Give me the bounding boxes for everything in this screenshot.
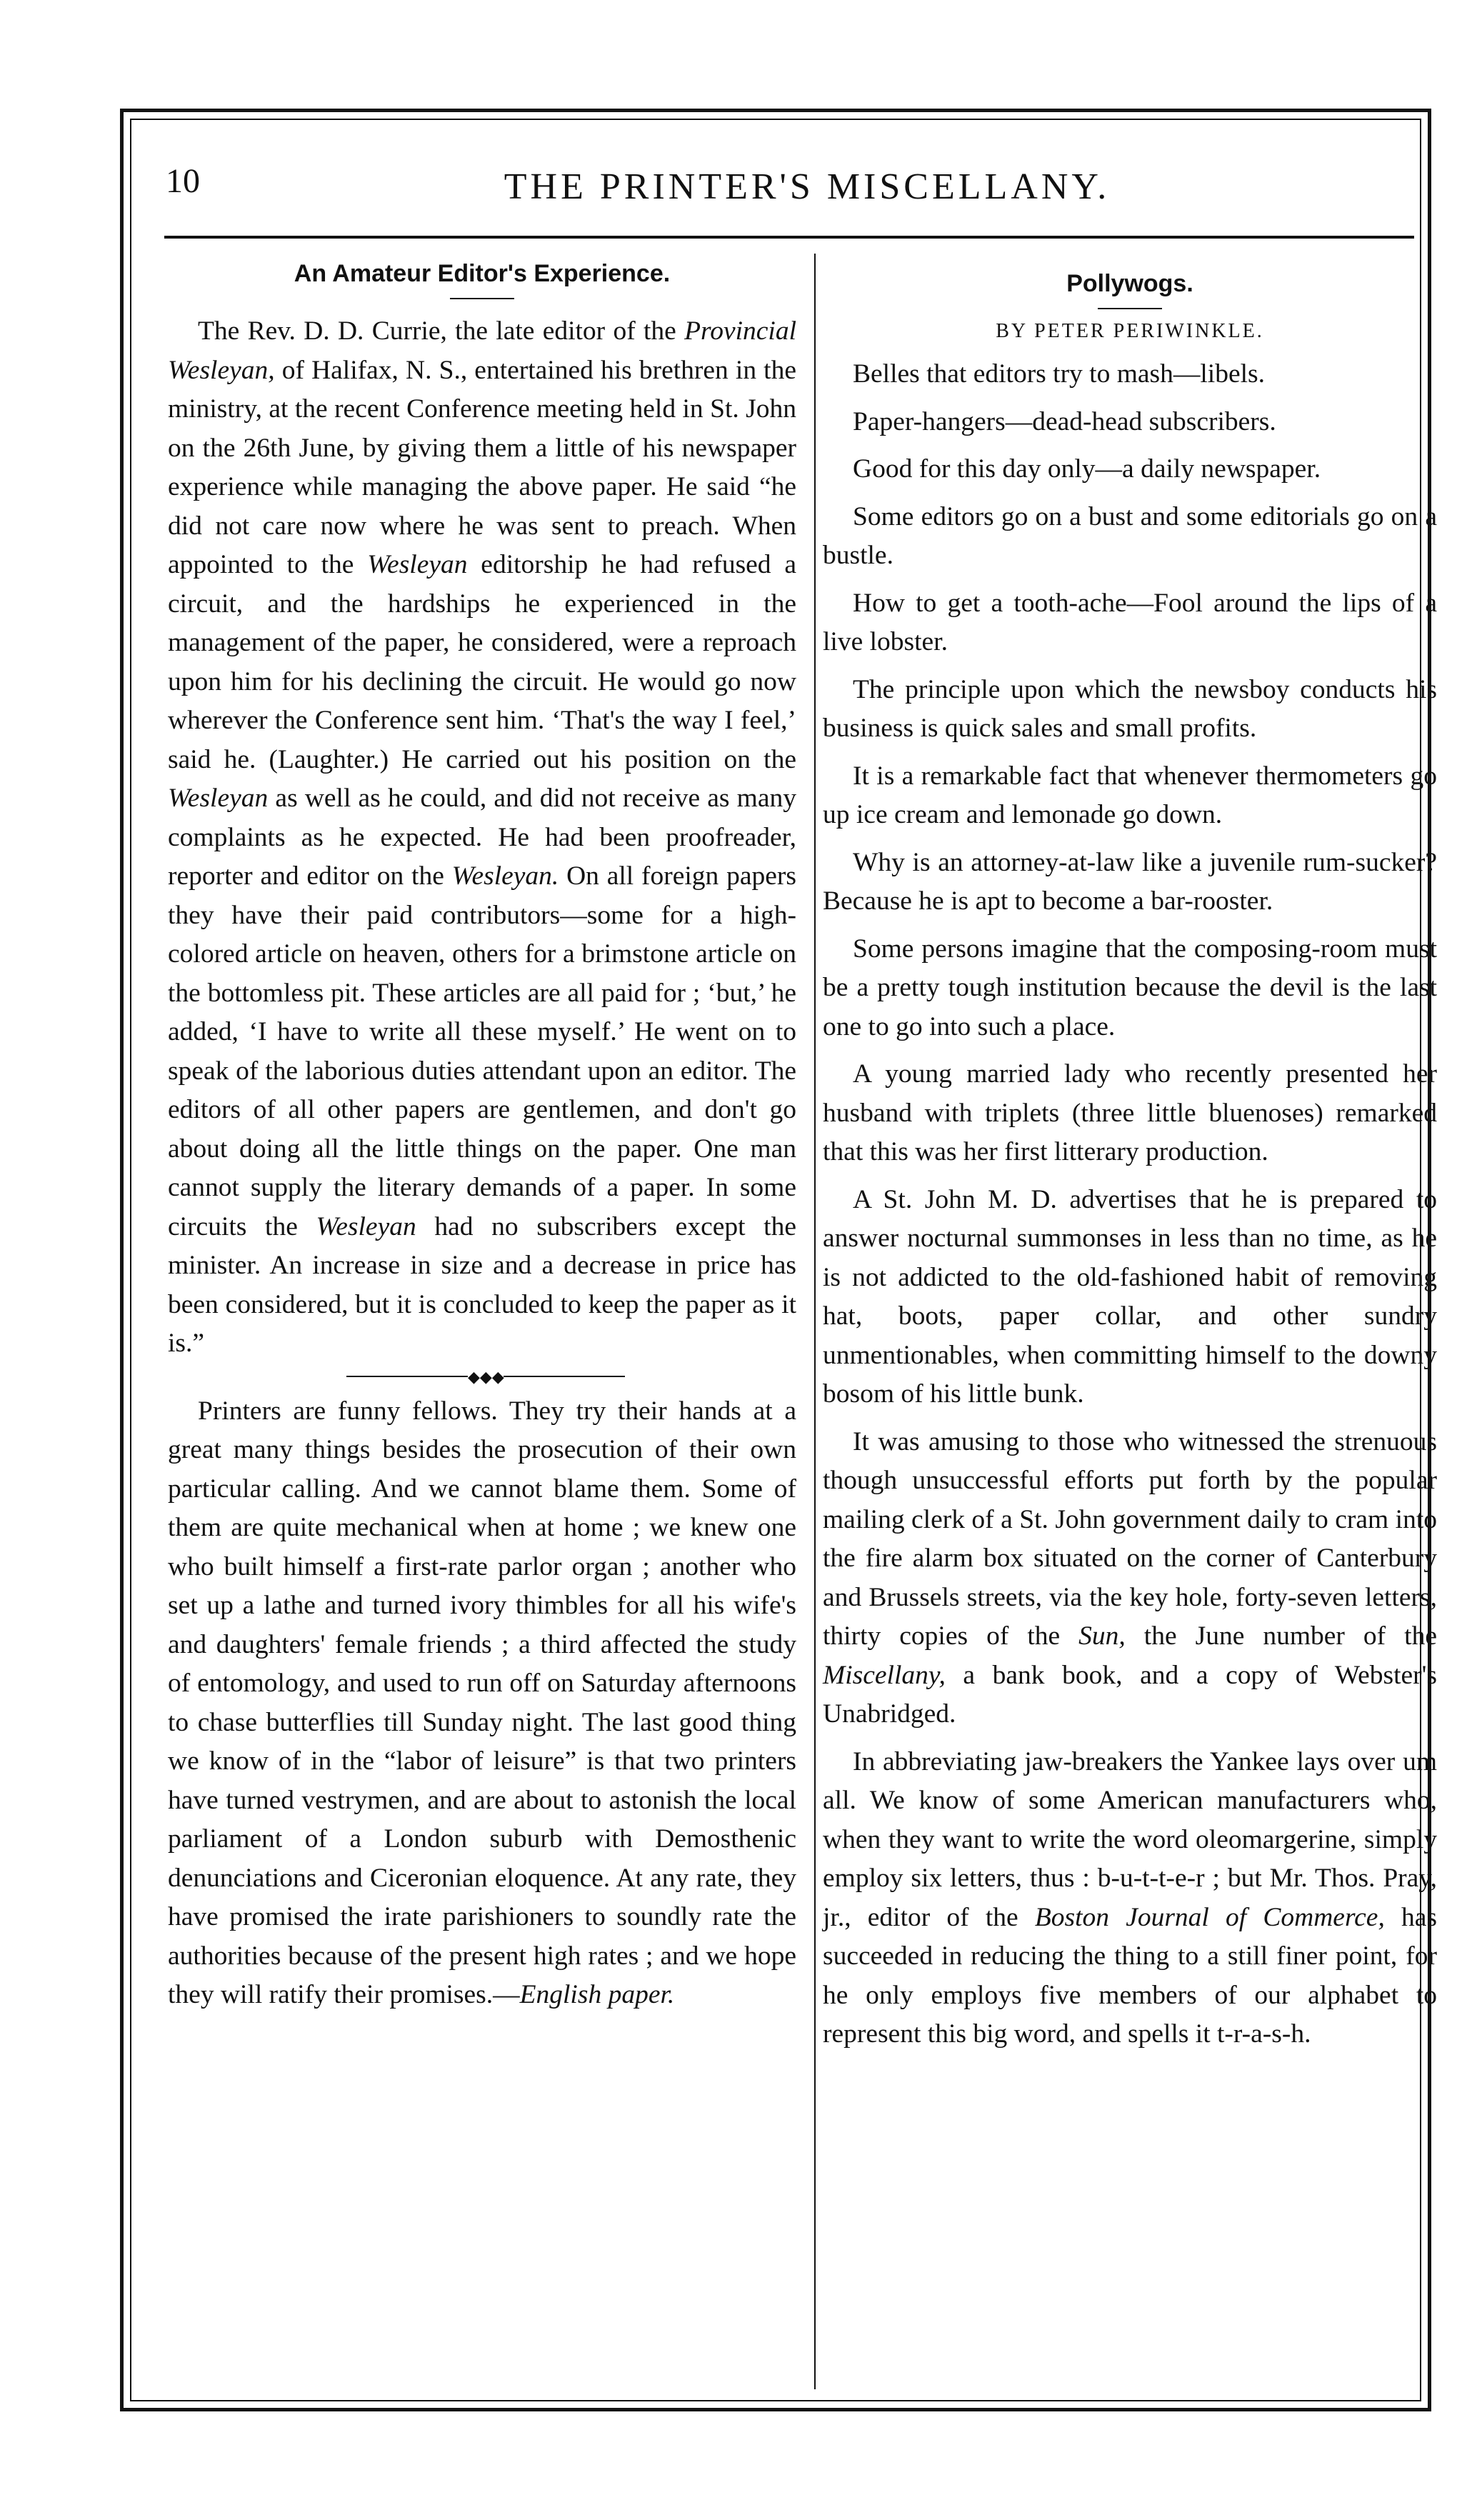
byline: BY PETER PERIWINKLE. xyxy=(996,320,1264,342)
ornament-diamond-icon: ◆◆◆ xyxy=(468,1367,504,1386)
list-item: Some persons imagine that the composing-room must be a pretty tough institution because the devil is the last one to go into such a place. xyxy=(823,934,1437,1041)
ornament-bar-right xyxy=(504,1376,625,1377)
headline-rule xyxy=(1098,308,1162,309)
list-item: The principle upon which the newsboy conducts his business is quick sales and small profits. xyxy=(823,674,1437,743)
text-run: The Rev. D. D. Currie, the late editor of the xyxy=(198,316,685,346)
text-run: as well as he could, and did not receive as many complaints as he expected. He had been proofreader, reporter and editor on the xyxy=(168,784,796,891)
list-item xyxy=(823,1423,1437,1734)
list-item xyxy=(823,1743,1437,2054)
headline-rule xyxy=(450,298,514,299)
column-divider xyxy=(814,254,816,2389)
article-paragraph xyxy=(168,312,796,1364)
list-item: How to get a tooth-ache—Fool around the lips of a live lobster. xyxy=(823,588,1437,656)
text-run: editorship he had refused a circuit, and the hardships he experienced in the management of the paper, he considered, were a reproach upon him for his declining the circuit. He would go now wherever the Conference sent him. ‘That's the way I feel,’ said he. (Laughter.) He carried out his position on the xyxy=(168,550,796,774)
page-number: 10 xyxy=(166,162,200,200)
text-run: On all foreign papers they have their paid contributors—some for a high-colored article on heaven, others for a brimstone article on the bottomless pit. These articles are all paid for ; ‘but,’ he added, ‘I have to write all these myself.’ He went on to speak of the laborious duties attendant upon an editor. The editors of all other papers are gentlemen, and don't go about doing all the little things on the paper. One man cannot supply the literary demands of a paper. In some circuits the xyxy=(168,861,796,1241)
italic-run: Wesleyan xyxy=(168,784,269,813)
left-column xyxy=(168,254,796,2015)
header-rule xyxy=(164,236,1414,239)
italic-run: Miscellany, xyxy=(823,1660,946,1690)
text-run: has succeeded in reducing the thing to a still finer point, for he only employs five members of our alphabet to represent this big word, and spells it t-r-a-s-h. xyxy=(823,1902,1437,2049)
italic-run: Boston Journal of Commerce, xyxy=(1034,1902,1385,1932)
ornament-bar-left xyxy=(346,1376,468,1377)
list-item: Why is an attorney-at-law like a juvenile rum-sucker? Because he is apt to become a bar-rooster. xyxy=(823,847,1437,916)
article-paragraph xyxy=(168,1392,796,2015)
text-run: Printers are funny fellows. They try their hands at a great many things besides the prosecution of their own particular calling. And we cannot blame them. Some of them are quite mechanical when at home ; we knew one who built himself a first-rate parlor organ ; another who set up a lathe and turned ivory thimbles for all his wife's and daughters' female friends ; a third affected the study of entomology, and used to run off on Saturday afternoons to chase butterflies till Sunday night. The last good thing we know of in the “labor of leisure” is that two printers have turned vestrymen, and are about to astonish the local parliament of a London suburb with Demosthenic denunciations and Ciceronian eloquence. At any rate, they have promised the irate parishioners to soundly rate the authorities because of the present high rates ; and we hope they will ratify their promises.— xyxy=(168,1396,796,2009)
italic-run: Wesleyan xyxy=(367,550,468,579)
ornament-divider xyxy=(168,1368,796,1385)
list-item: A young married lady who recently presented her husband with triplets (three little bluenoses) remarked that this was her first litterary production. xyxy=(823,1059,1437,1166)
list-item: It is a remarkable fact that whenever thermometers go up ice cream and lemonade go down. xyxy=(823,761,1437,829)
text-run: a bank book, and a copy of Webster's Unabridged. xyxy=(823,1660,1437,1729)
list-item: Some editors go on a bust and some editorials go on a bustle. xyxy=(823,501,1437,570)
text-run: In abbreviating jaw-breakers the Yankee lays over um all. We know of some American manufacturers who, when they want to write the word oleomargerine, simply employ six letters, thus : b-u-t-t-e-r ; but Mr. Thos. Pray, jr., editor of the xyxy=(823,1746,1437,1932)
list-item: Paper-hangers—dead-head subscribers. xyxy=(853,406,1276,436)
text-run: had no subscribers except the minister. An increase in size and a decrease in price has been considered, but it is concluded to keep the paper as it is.” xyxy=(168,1211,796,1358)
italic-run: Wesleyan. xyxy=(451,861,559,891)
text-run: of Halifax, N. S., entertained his brethren in the ministry, at the recent Conference meeting held in St. John on the 26th June, by giving them a little of his newspaper experience while managing the above paper. He said “he did not care now where he was sent to preach. When appointed to the xyxy=(168,355,796,579)
list-item: A St. John M. D. advertises that he is prepared to answer nocturnal summonses in less than no time, as he is not addicted to the old-fashioned habit of removing hat, boots, paper collar, and other sundry unmentionables, when committing himself to the downy bosom of his little bunk. xyxy=(823,1184,1437,1409)
list-item: Belles that editors try to mash—libels. xyxy=(853,359,1266,389)
italic-run: English paper. xyxy=(519,1980,675,2009)
right-column xyxy=(823,254,1437,2063)
italic-run: Sun, xyxy=(1078,1621,1126,1651)
text-run: It was amusing to those who witnessed the strenuous though unsuccessful efforts put forth by the popular mailing clerk of a St. John government daily to cram into the fire alarm box situated on the corner of Canterbury and Brussels streets, via the key hole, forty-seven letters, thirty copies of the xyxy=(823,1426,1437,1651)
italic-run: Provincial Wesleyan, xyxy=(168,316,796,385)
article-headline: Pollywogs. xyxy=(1066,270,1193,297)
list-item: Good for this day only—a daily newspaper. xyxy=(853,454,1321,484)
italic-run: Wesleyan xyxy=(316,1211,416,1241)
article-headline: An Amateur Editor's Experience. xyxy=(294,260,671,287)
running-title: THE PRINTER'S MISCELLANY. xyxy=(504,166,1111,207)
text-run: the June number of the xyxy=(1125,1621,1437,1651)
